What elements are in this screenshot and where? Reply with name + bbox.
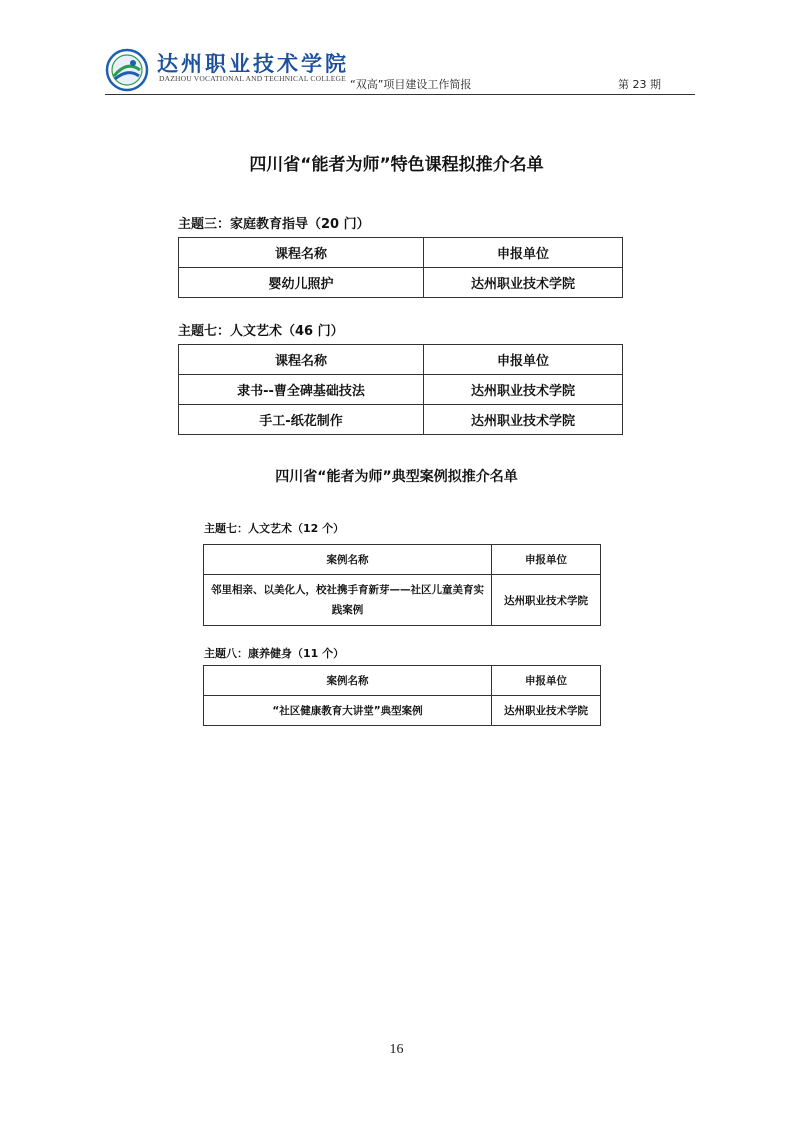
unit-cell: 达州职业技术学院 (492, 696, 601, 726)
table-header-row (204, 545, 601, 575)
course-table-humanities-arts (178, 344, 623, 435)
column-header-unit: 申报单位 (424, 238, 623, 268)
course-list-title: 四川省“能者为师”特色课程拟推介名单 (249, 155, 544, 175)
course-name-cell: 隶书--曹全碑基础技法 (179, 375, 424, 405)
table-row (179, 405, 623, 435)
table-header-row (204, 666, 601, 696)
theme-heading-humanities-arts-cases: 主题七：人文艺术（12 个） (204, 522, 345, 535)
theme-heading-family-education: 主题三：家庭教育指导（20 门） (178, 217, 370, 232)
column-header-unit: 申报单位 (492, 545, 601, 575)
unit-cell: 达州职业技术学院 (424, 375, 623, 405)
column-header-unit: 申报单位 (424, 345, 623, 375)
case-name-cell: “社区健康教育大讲堂”典型案例 (204, 696, 492, 726)
unit-cell: 达州职业技术学院 (492, 575, 601, 626)
page-header (105, 48, 695, 96)
column-header-course-name: 课程名称 (179, 238, 424, 268)
column-header-course-name: 课程名称 (179, 345, 424, 375)
school-name-en: DAZHOU VOCATIONAL AND TECHNICAL COLLEGE (159, 74, 346, 83)
table-row (179, 268, 623, 298)
theme-heading-health-fitness: 主题八：康养健身（11 个） (204, 647, 345, 660)
column-header-unit: 申报单位 (492, 666, 601, 696)
issue-number: 第 23 期 (618, 78, 661, 91)
column-header-case-name: 案例名称 (204, 545, 492, 575)
header-divider (105, 94, 695, 95)
college-logo-icon (105, 48, 149, 92)
course-name-cell: 手工-纸花制作 (179, 405, 424, 435)
table-header-row (179, 238, 623, 268)
case-list-title: 四川省“能者为师”典型案例拟推介名单 (275, 469, 518, 485)
table-row (204, 696, 601, 726)
course-table-family-education (178, 237, 623, 298)
case-table-health-fitness (203, 665, 601, 726)
page-number: 16 (389, 1042, 404, 1057)
theme-heading-humanities-arts: 主题七：人文艺术（46 门） (178, 324, 344, 339)
course-name-cell: 婴幼儿照护 (179, 268, 424, 298)
bulletin-title: “双高”项目建设工作简报 (350, 78, 472, 91)
unit-cell: 达州职业技术学院 (424, 405, 623, 435)
table-row (204, 575, 601, 626)
case-name-cell: 邻里相亲、以美化人，校社携手育新芽——社区儿童美育实践案例 (211, 584, 484, 616)
school-name-cn: 达州职业技术学院 (157, 51, 349, 76)
table-header-row (179, 345, 623, 375)
column-header-case-name: 案例名称 (204, 666, 492, 696)
case-table-humanities-arts (203, 544, 601, 626)
unit-cell: 达州职业技术学院 (424, 268, 623, 298)
table-row (179, 375, 623, 405)
